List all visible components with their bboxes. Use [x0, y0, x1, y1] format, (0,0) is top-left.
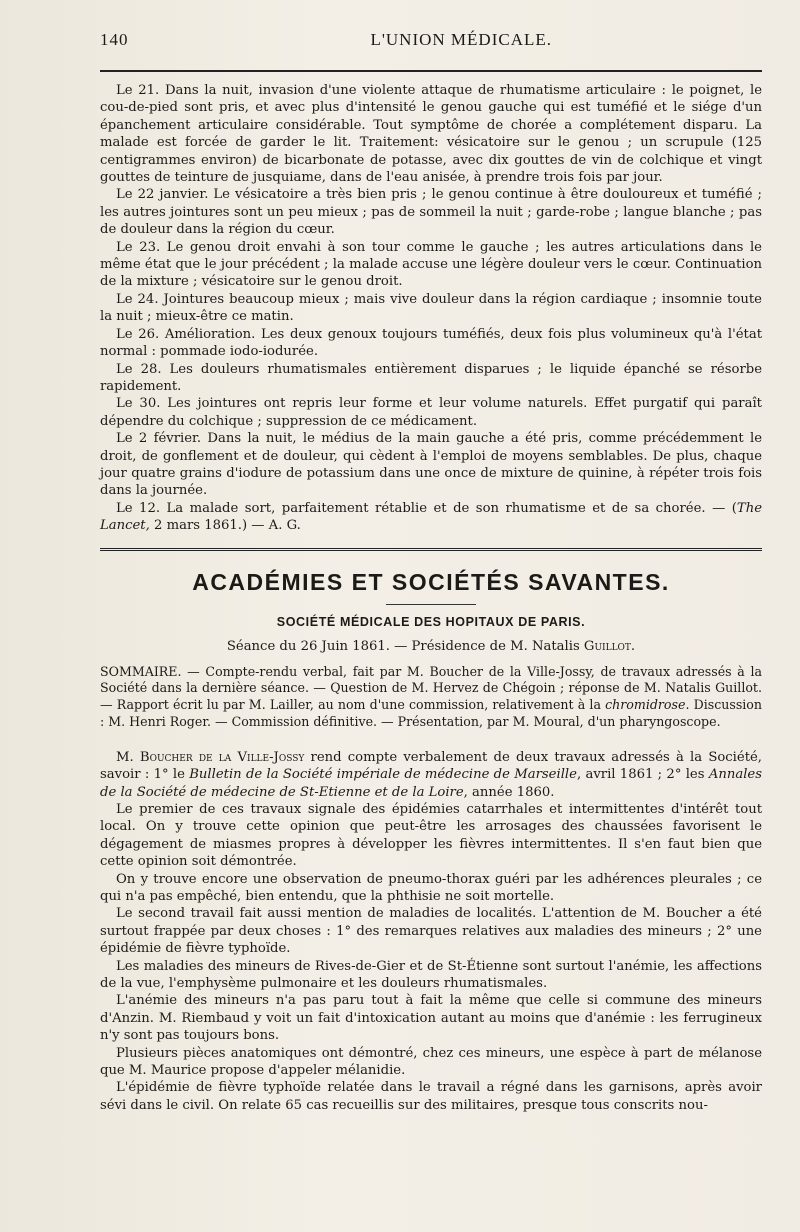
case-paragraph: Le 2 février. Dans la nuit, le médius de la main gauche a été pris, comme précédemment le droit, de gonflement et de douleur, qui cèdent à l'emploi de moyens semblables. De plus, chaque jour quatre grains d'iodure de potassium dans une once de mixture de quinine, à répéter trois fois dans la journée. — [100, 431, 762, 499]
seance-line — [100, 639, 762, 654]
section-divider — [100, 548, 762, 551]
source-journal: The Lancet, — [100, 500, 762, 534]
journal-title: L'UNION MÉDICALE. — [370, 30, 552, 49]
case-paragraph: Le 26. Amélioration. Les deux genoux toujours tuméfiés, deux fois plus volumineux qu'à l'état normal : pommade iodo-iodurée. — [100, 326, 762, 360]
journal-reference: Bulletin de la Société impériale de médecine de Marseille — [189, 767, 577, 783]
title-rule — [386, 604, 476, 605]
report-paragraph: Le second travail fait aussi mention de maladies de localités. L'attention de M. Boucher a été surtout frappée par deux choses : 1° des remarques relatives aux maladies des mineurs ; 2° une épidémie de fièvre typhoïde. — [100, 906, 762, 957]
case-report — [100, 82, 762, 535]
report-body — [100, 749, 762, 1115]
seance-text: Séance du 26 Juin 1861. — Présidence de M. Natalis — [226, 638, 584, 654]
case-final-text: Le 12. La malade sort, parfaitement rétablie et de son rhumatisme et de sa chorée. — ( — [116, 500, 737, 516]
running-header — [100, 30, 762, 60]
case-paragraph: Le 21. Dans la nuit, invasion d'une violente attaque de rhumatisme articulaire : le poignet, le cou-de-pied sont pris, et avec plus d'intensité le genou gauche qui est tuméfié et le siége d'un épanchement articulaire considérable. Tout symptôme de chorée a complétement disparu. La malade est forcée de garder le lit. Traitement: vésicatoire sur le genou ; un scrupule (125 centigrammes environ) de bicarbonate de potasse, avec dix gouttes de vin de colchique et vingt gouttes de teinture de jusquiame, dans de l'eau anisée, à prendre trois fois par jour. — [100, 83, 762, 186]
header-rule — [100, 70, 762, 72]
report-paragraph: On y trouve encore une observation de pneumo-thorax guéri par les adhérences pleurales ; ce qui n'a pas empêché, bien entendu, que la phthisie ne soit mortelle. — [100, 871, 762, 904]
report-text: , année 1860. — [463, 784, 555, 800]
society-name: SOCIÉTÉ MÉDICALE DES HOPITAUX DE PARIS. — [276, 614, 586, 629]
journal-reference: Annales de la Société de médecine de St-Etienne et de la Loire — [100, 767, 762, 800]
case-final-paragraph — [100, 500, 762, 535]
report-paragraph: Les maladies des mineurs de Rives-de-Gier et de St-Étienne sont surtout l'anémie, les affections de la vue, l'emphysème pulmonaire et les douleurs rhumatismales. — [100, 958, 762, 992]
summary — [100, 664, 762, 731]
case-paragraph: Le 24. Jointures beaucoup mieux ; mais vive douleur dans la région cardiaque ; insomnie toute la nuit ; mieux-être ce matin. — [100, 291, 762, 325]
section-title: ACADÉMIES ET SOCIÉTÉS SAVANTES. — [192, 568, 670, 595]
summary-text: — Compte-rendu verbal, fait par M. Boucher de la Ville-Jossy, de travaux adressés à la Société dans la dernière séance. — Question de M. Hervez de Chégoin ; réponse de M. Natalis Guillot. — Rapport écrit lu par M. Lailler, au nom d'une commission, relativement à la — [100, 663, 762, 713]
case-paragraph: Le 23. Le genou droit envahi à son tour comme le gauche ; les autres articulations dans le même état que le jour précédent ; la malade accuse une légère douleur vers le cœur. Continuation de la mixture ; vésicatoire sur le genou droit. — [100, 239, 762, 290]
report-paragraph: Plusieurs pièces anatomiques ont démontré, chez ces mineurs, une espèce à part de mélanose que M. Maurice propose d'appeler mélanidie. — [100, 1045, 762, 1079]
report-paragraph: L'épidémie de fièvre typhoïde relatée dans le travail a régné dans les garnisons, après avoir sévi dans le civil. On relate 65 cas recueillis sur des militaires, presque tous conscrits nou- — [100, 1080, 762, 1113]
summary-label: SOMMAIRE. — [100, 663, 182, 679]
seance-president: Guillot. — [583, 638, 636, 654]
report-paragraph: L'anémie des mineurs n'a pas paru tout à fait la même que celle si commune des mineurs d'Anzin. M. Riembaud y voit un fait d'intoxication autant au moins que d'anémie : les ferrugineux n'y sont pas toujours bons. — [100, 993, 762, 1044]
page-number: 140 — [100, 30, 129, 49]
case-paragraph: Le 28. Les douleurs rhumatismales entièrement disparues ; le liquide épanché se résorbe rapidement. — [100, 361, 762, 394]
report-text: rend compte verbalement de deux travaux adressés à la Société, savoir : 1° le — [100, 749, 762, 783]
report-first-paragraph — [100, 749, 762, 801]
case-paragraph: Le 30. Les jointures ont repris leur forme et leur volume naturels. Effet purgatif qui paraît dépendre du colchique ; suppression de ce médicament. — [100, 396, 762, 429]
report-text: , avril 1861 ; 2° les — [576, 767, 709, 783]
summary-italic: chromidrose — [605, 697, 686, 713]
case-paragraph: Le 22 janvier. Le vésicatoire a très bien pris ; le genou continue à être douloureux et tuméfié ; les autres jointures sont un peu mieux ; pas de sommeil la nuit ; garde-robe ; langue blanche ; pas de douleur dans la région du cœur. — [100, 187, 762, 238]
report-paragraph: Le premier de ces travaux signale des épidémies catarrhales et intermittentes d'intérêt tout local. On y trouve cette opinion que peut-être les arrosages des chaussées favorisent le dégagement de miasmes propres à développer les fièvres intermittentes. Il s'en faut bien que cette opinion soit démontrée. — [100, 801, 762, 870]
speaker-name: M. Boucher de la Ville-Jossy — [116, 749, 305, 765]
summary-text-end: . Discussion : M. Henri Roger. — Commission définitive. — Présentation, par M. Moural, d'un pharyngoscope. — [100, 697, 762, 729]
source-date: 2 mars 1861.) — A. G. — [149, 518, 301, 534]
